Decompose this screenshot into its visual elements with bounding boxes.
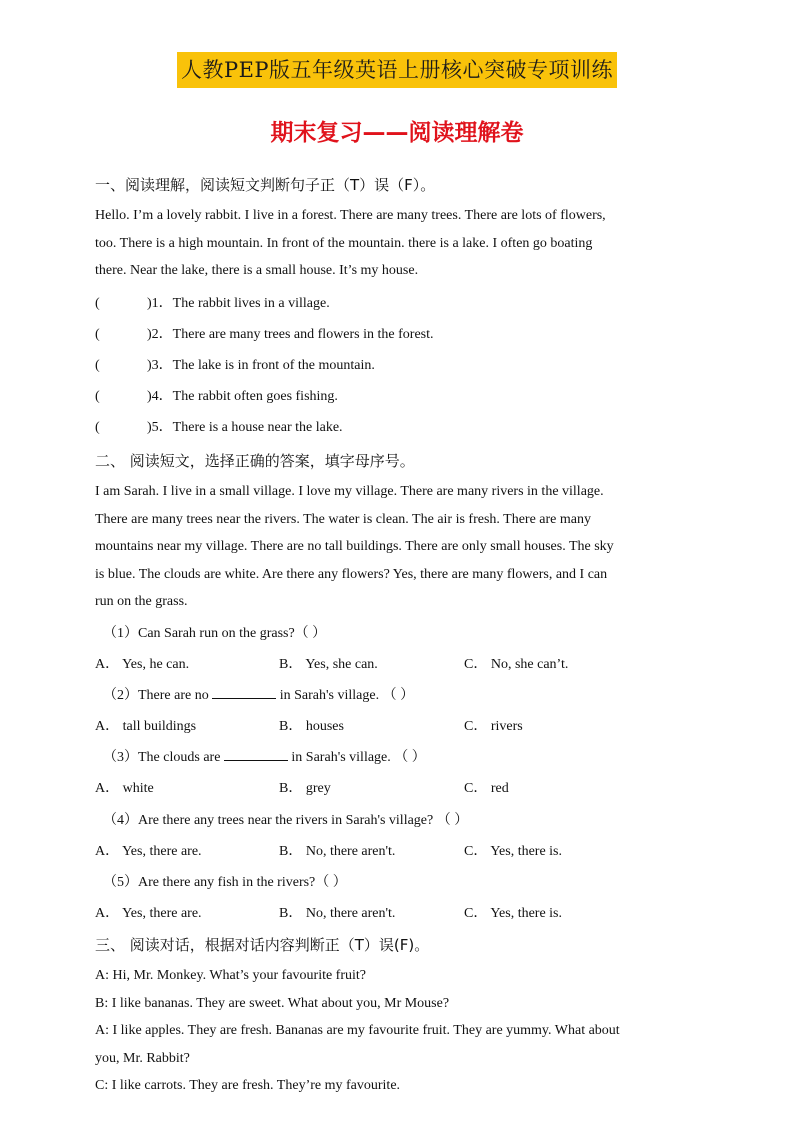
page-subtitle: 期末复习——阅读理解卷 [270, 120, 524, 146]
question-2 [103, 684, 414, 704]
option-c[interactable]: C． Yes, there is. [464, 906, 563, 921]
answer-paren[interactable]: ( [95, 358, 100, 373]
answer-paren[interactable]: ( [95, 327, 100, 342]
passage-line: is blue. The clouds are white. Are there any flowers? Yes, there are many flowers, and I can [95, 566, 608, 582]
question-text: in Sarah's village. （ ） [276, 688, 415, 703]
section3-heading: 三、 阅读对话，根据对话内容判断正（T）误(F)。 [95, 936, 430, 954]
question-1: （1）Can Sarah run on the grass?（ ） [103, 626, 327, 641]
option-c[interactable]: C． No, she can’t. [464, 657, 569, 672]
dialogue-line: A: I like apples. They are fresh. Bananas are my favourite fruit. They are yummy. What about [95, 1023, 620, 1038]
option-a[interactable]: A． tall buildings [95, 719, 197, 734]
title-container [0, 52, 794, 88]
question-3 [103, 746, 426, 766]
question-text: （2）There are no [103, 688, 213, 703]
option-a[interactable]: A． Yes, there are. [95, 844, 202, 859]
item-number: )3． [147, 358, 173, 373]
question-text: in Sarah's village. （ ） [287, 750, 426, 765]
dialogue-line: C: I like carrots. They are fresh. They’re my favourite. [95, 1078, 401, 1093]
passage-line: there. Near the lake, there is a small house. It’s my house. [95, 263, 419, 278]
item-number: )5． [147, 420, 173, 435]
answer-paren[interactable]: ( [95, 296, 100, 311]
passage-line: mountains near my village. There are no tall buildings. There are only small houses. The sky [95, 539, 614, 554]
passage-line: run on the grass. [95, 594, 188, 609]
option-a[interactable]: A． Yes, he can. [95, 657, 190, 672]
item-text: There is a house near the lake. [172, 420, 343, 435]
page-title: 人教PEP版五年级英语上册核心突破专项训练 [177, 52, 617, 88]
section1-heading: 一、阅读理解，阅读短文判断句子正（T）误（F）。 [95, 176, 436, 194]
dialogue-line: B: I like bananas. They are sweet. What about you, Mr Mouse? [95, 995, 450, 1011]
item-text: The rabbit lives in a village. [172, 296, 330, 311]
dialogue-line: A: Hi, Mr. Monkey. What’s your favourite fruit? [95, 968, 367, 983]
item-number: )2． [147, 327, 173, 342]
passage-line: too. There is a high mountain. In front of the mountain. there is a lake. I often go boating [95, 235, 593, 251]
passage-line: Hello. I’m a lovely rabbit. I live in a forest. There are many trees. There are lots of flowers, [95, 208, 606, 223]
judge-item-3 [95, 354, 375, 374]
section2-heading: 二、 阅读短文，选择正确的答案，填字母序号。 [95, 452, 415, 470]
dialogue-line: you, Mr. Rabbit? [95, 1050, 190, 1066]
option-a[interactable]: A． white [95, 781, 154, 796]
item-text: The rabbit often goes fishing. [172, 389, 338, 404]
option-b[interactable]: B． Yes, she can. [279, 657, 378, 672]
option-c[interactable]: C． Yes, there is. [464, 844, 563, 859]
option-b[interactable]: B． houses [279, 719, 344, 734]
option-a[interactable]: A． Yes, there are. [95, 906, 202, 921]
option-c[interactable]: C． rivers [464, 719, 523, 734]
judge-item-4 [95, 385, 338, 405]
item-text: There are many trees and flowers in the forest. [172, 327, 434, 342]
question-4: （4）Are there any trees near the rivers in Sarah's village? （ ） [103, 813, 469, 828]
option-b[interactable]: B． No, there aren't. [279, 906, 396, 921]
question-5: （5）Are there any fish in the rivers?（ ） [103, 875, 347, 890]
fill-blank[interactable] [224, 748, 288, 761]
fill-blank[interactable] [212, 686, 276, 699]
section3-dialogue [95, 962, 695, 1100]
answer-paren[interactable]: ( [95, 420, 100, 435]
judge-item-5 [95, 416, 343, 436]
question-text: （3）The clouds are [103, 750, 224, 765]
passage-line: There are many trees near the rivers. The water is clean. The air is fresh. There are many [95, 511, 591, 527]
answer-paren[interactable]: ( [95, 389, 100, 404]
item-number: )4． [147, 389, 173, 404]
judge-item-1 [95, 292, 330, 312]
section1-passage [95, 202, 695, 285]
section2-passage [95, 478, 695, 616]
item-number: )1． [147, 296, 173, 311]
option-b[interactable]: B． grey [279, 781, 331, 796]
judge-item-2 [95, 323, 434, 343]
passage-line: I am Sarah. I live in a small village. I love my village. There are many rivers in the village. [95, 484, 604, 499]
option-b[interactable]: B． No, there aren't. [279, 844, 396, 859]
option-c[interactable]: C． red [464, 781, 509, 796]
item-text: The lake is in front of the mountain. [172, 358, 375, 373]
